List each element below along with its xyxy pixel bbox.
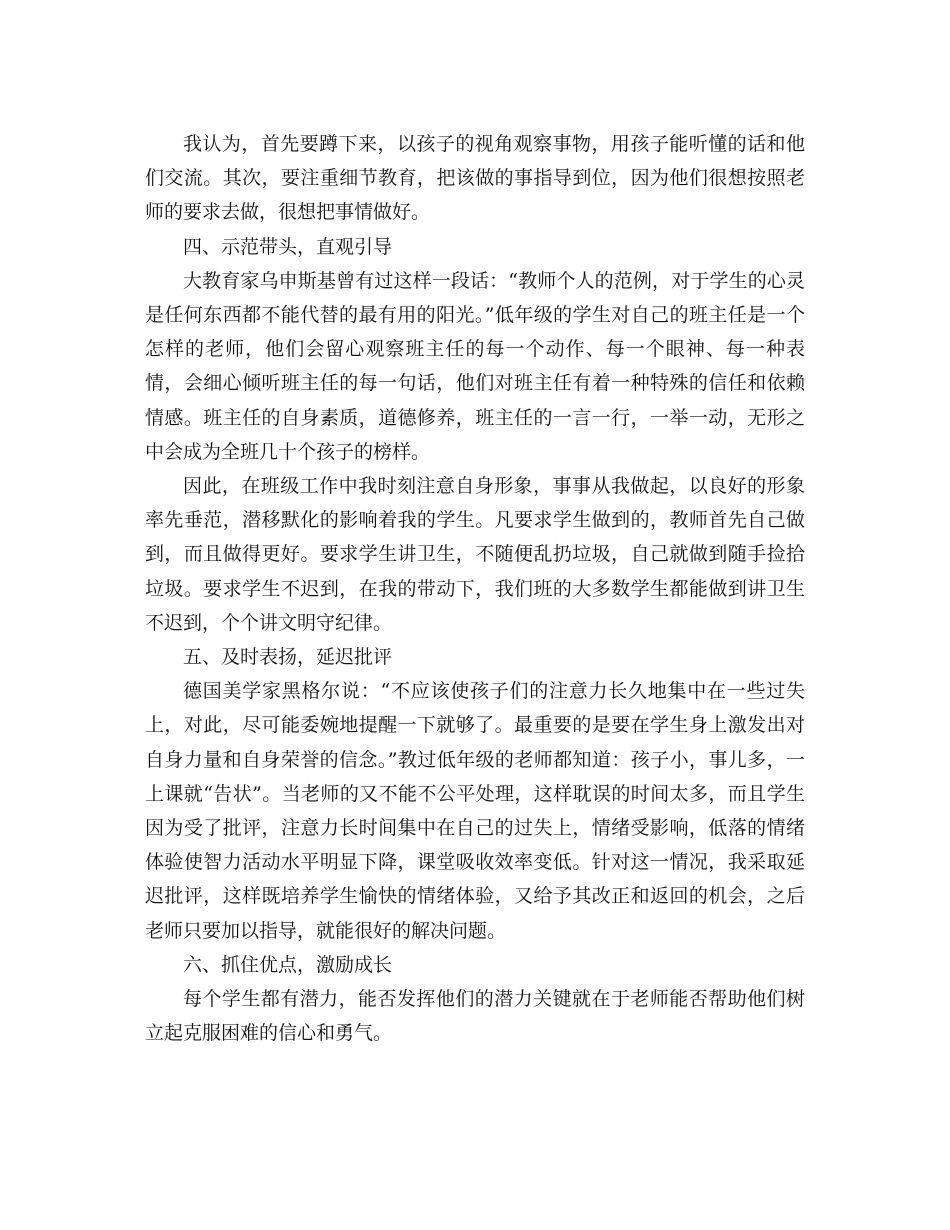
paragraph-hegel: 德国美学家黑格尔说：“不应该使孩子们的注意力长久地集中在一些过失上，对此，尽可能委婉地提醒一下就够了。最重要的是要在学生身上激发出对自身力量和自身荣誉的信念。”教过低年级的老师都知道：孩子小，事儿多，一上课就“告状”。当老师的又不能不公平处理，这样耽误的时间太多，而且学生因为受了批评，注意力长时间集中在自己的过失上，情绪受影响，低落的情绪体验使智力活动水平明显下降，课堂吸收效率变低。针对这一情况，我采取延迟批评，这样既培养学生愉快的情绪体验，又给予其改正和返回的机会，之后老师只要加以指导，就能很好的解决问题。 — [145, 680, 805, 942]
section-heading-5: 五、及时表扬，延迟批评 — [183, 646, 393, 669]
section-heading-4: 四、示范带头，直观引导 — [183, 235, 393, 258]
paragraph-intro: 我认为，首先要蹲下来，以孩子的视角观察事物，用孩子能听懂的话和他们交流。其次，要注重细节教育，把该做的事指导到位，因为他们很想按照老师的要求去做，很想把事情做好。 — [145, 133, 805, 224]
paragraph-potential: 每个学生都有潜力，能否发挥他们的潜力关键就在于老师能否帮助他们树立起克服困难的信心和勇气。 — [145, 988, 805, 1045]
document-body — [145, 127, 805, 1050]
paragraph-ushinsky: 大教育家乌申斯基曾有过这样一段话：“教师个人的范例，对于学生的心灵是任何东西都不能代替的最有用的阳光。”低年级的学生对自己的班主任是一个怎样的老师，他们会留心观察班主任的每一个动作、每一个眼神、每一种表情，会细心倾听班主任的每一句话，他们对班主任有着一种特殊的信任和依赖情感。班主任的自身素质，道德修养，班主任的一言一行，一举一动，无形之中会成为全班几十个孩子的榜样。 — [145, 269, 805, 463]
section-heading-6: 六、抓住优点，激励成长 — [183, 953, 393, 976]
paragraph-self-image: 因此，在班级工作中我时刻注意自身形象，事事从我做起，以良好的形象率先垂范，潜移默化的影响着我的学生。凡要求学生做到的，教师首先自己做到，而且做得更好。要求学生讲卫生，不随便乱扔垃圾，自己就做到随手捡拾垃圾。要求学生不迟到，在我的带动下，我们班的大多数学生都能做到讲卫生不迟到，个个讲文明守纪律。 — [145, 475, 805, 634]
